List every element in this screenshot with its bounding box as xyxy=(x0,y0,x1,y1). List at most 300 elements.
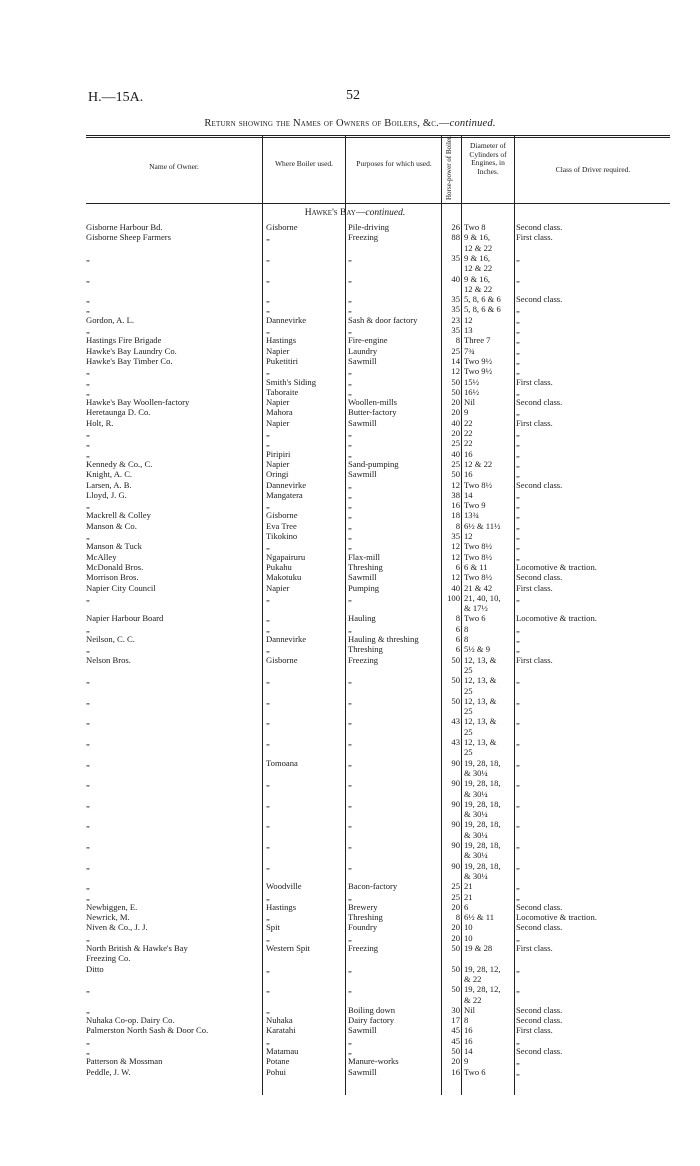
cylinders-cell: 25 xyxy=(464,706,473,717)
section-suffix: continued. xyxy=(365,208,406,218)
where-cell: „ xyxy=(266,860,270,871)
horsepower-cell: 88 xyxy=(451,232,460,243)
driver-class-cell: „ xyxy=(516,881,520,892)
purpose-cell: „ xyxy=(348,541,352,552)
cylinders-cell: 12 & 22 xyxy=(464,283,493,294)
cylinders-cell: Two 8 xyxy=(464,222,486,232)
owner-cell: Gisborne Harbour Bd. xyxy=(86,222,163,232)
cylinders-cell: Nil xyxy=(464,397,475,408)
horsepower-cell: 35 xyxy=(451,304,460,315)
purpose-cell: „ xyxy=(348,366,352,377)
cylinders-cell: Two 8½ xyxy=(464,551,493,562)
driver-class-cell: Second class. xyxy=(516,1004,563,1015)
purpose-cell: Threshing xyxy=(348,644,383,655)
cylinders-cell: Two 8½ xyxy=(464,541,493,552)
cylinders-cell: 10 xyxy=(464,932,473,943)
horsepower-cell: 43 xyxy=(451,737,460,747)
owner-cell: „ xyxy=(86,716,90,727)
owner-cell: Knight, A. C. xyxy=(86,469,133,480)
owner-cell: „ xyxy=(86,819,90,830)
driver-class-cell: „ xyxy=(516,1056,520,1067)
driver-class-cell: „ xyxy=(516,634,520,644)
cylinders-cell: 22 xyxy=(464,428,473,438)
cylinders-cell: 10 xyxy=(464,922,473,933)
where-cell: Napier xyxy=(266,582,290,593)
where-cell: Hastings xyxy=(266,335,297,346)
cylinders-cell: 19 & 28 xyxy=(464,943,493,953)
purpose-cell: Sash & door factory xyxy=(348,314,418,325)
owner-cell: „ xyxy=(86,500,90,511)
driver-class-cell: „ xyxy=(516,407,520,418)
purpose-cell: Hauling xyxy=(348,613,376,624)
where-cell: „ xyxy=(266,294,270,305)
owner-cell: „ xyxy=(86,376,90,387)
cylinders-cell: Two 6 xyxy=(464,1066,486,1077)
table-row xyxy=(86,1067,686,1078)
horsepower-cell: 20 xyxy=(451,1056,460,1067)
cylinders-cell: 12, 13, & xyxy=(464,675,497,686)
purpose-cell: „ xyxy=(348,294,352,305)
where-cell: „ xyxy=(266,819,270,830)
where-cell: Smith's Siding xyxy=(266,376,317,387)
driver-class-cell: „ xyxy=(516,984,520,995)
purpose-cell: „ xyxy=(348,520,352,531)
purpose-cell: Threshing xyxy=(348,561,383,572)
cylinders-cell: 6½ & 11½ xyxy=(464,520,501,531)
driver-class-cell: „ xyxy=(516,458,520,469)
cylinders-cell: 9 & 16, xyxy=(464,252,491,263)
purpose-cell: „ xyxy=(348,840,352,850)
where-cell: „ xyxy=(266,932,270,943)
horsepower-cell: 50 xyxy=(451,376,460,387)
cylinders-cell: 21 xyxy=(464,881,473,892)
where-cell: Pohui xyxy=(266,1066,287,1077)
driver-class-cell: „ xyxy=(516,469,520,480)
cylinders-cell: Two 9½ xyxy=(464,355,493,366)
owner-cell: „ xyxy=(86,695,90,706)
cylinders-cell: & 30¼ xyxy=(464,829,488,840)
purpose-cell: „ xyxy=(348,531,352,541)
where-cell: „ xyxy=(266,273,270,284)
driver-class-cell: „ xyxy=(516,273,520,284)
driver-class-cell: „ xyxy=(516,963,520,974)
horsepower-cell: 50 xyxy=(451,654,460,665)
cylinders-cell: Three 7 xyxy=(464,335,491,346)
cylinders-cell: 19, 28, 18, xyxy=(464,819,501,830)
horsepower-cell: 6 xyxy=(455,634,460,644)
horsepower-cell: 90 xyxy=(451,757,460,768)
driver-class-cell: Second class. xyxy=(516,572,563,583)
purpose-cell: „ xyxy=(348,448,352,459)
column-header-owner: Name of Owner. xyxy=(149,162,199,171)
purpose-cell: „ xyxy=(348,252,352,263)
driver-class-cell: „ xyxy=(516,716,520,727)
horsepower-cell: 43 xyxy=(451,716,460,727)
driver-class-cell: Locomotive & traction. xyxy=(516,561,597,572)
column-header-class: Class of Driver required. xyxy=(555,165,631,174)
cylinders-cell: 19, 28, 18, xyxy=(464,778,501,789)
owner-cell: „ xyxy=(86,252,90,263)
purpose-cell: „ xyxy=(348,623,352,634)
cylinders-cell: & 30¼ xyxy=(464,850,488,861)
purpose-cell: „ xyxy=(348,438,352,449)
horsepower-cell: 12 xyxy=(451,366,460,377)
driver-class-cell: „ xyxy=(516,778,520,789)
driver-class-cell: „ xyxy=(516,623,520,634)
driver-class-cell: „ xyxy=(516,644,520,655)
purpose-cell: „ xyxy=(348,1035,352,1046)
cylinders-cell: 8 xyxy=(464,623,469,634)
owner-cell: „ xyxy=(86,778,90,789)
cylinders-cell: 21 xyxy=(464,891,473,902)
driver-class-cell: „ xyxy=(516,891,520,902)
horsepower-cell: 38 xyxy=(451,489,460,500)
owner-cell: „ xyxy=(86,294,90,305)
section-prefix: Hawke's Bay— xyxy=(304,208,366,218)
cylinders-cell: 13¾ xyxy=(464,510,480,521)
purpose-cell: „ xyxy=(348,592,352,603)
cylinders-cell: Nil xyxy=(464,1004,475,1015)
purpose-cell: „ xyxy=(348,479,352,490)
horsepower-cell: 50 xyxy=(451,943,460,953)
page-number: 52 xyxy=(346,88,360,103)
owner-cell: „ xyxy=(86,675,90,686)
driver-class-cell: „ xyxy=(516,314,520,325)
driver-class-cell: „ xyxy=(516,428,520,438)
where-cell: „ xyxy=(266,737,270,747)
cylinders-cell: Two 9 xyxy=(464,500,486,511)
owner-cell: Gordon, A. L. xyxy=(86,314,134,325)
horsepower-cell: 18 xyxy=(451,510,460,521)
owner-cell: „ xyxy=(86,891,90,902)
owner-cell: Kennedy & Co., C. xyxy=(86,458,153,469)
where-cell: „ xyxy=(266,798,270,809)
where-cell: Tikokino xyxy=(266,531,298,541)
where-cell: Tomoana xyxy=(266,757,298,768)
where-cell: Oringi xyxy=(266,469,289,480)
owner-cell: Larsen, A. B. xyxy=(86,479,132,490)
driver-class-cell: „ xyxy=(516,1066,520,1077)
driver-class-cell: „ xyxy=(516,438,520,449)
cylinders-cell: & 30¼ xyxy=(464,788,488,799)
owner-cell: Peddle, J. W. xyxy=(86,1066,131,1077)
purpose-cell: „ xyxy=(348,963,352,974)
purpose-cell: „ xyxy=(348,716,352,727)
cylinders-cell: 6½ & 11 xyxy=(464,912,494,923)
purpose-cell: „ xyxy=(348,386,352,397)
where-cell: „ xyxy=(266,1035,270,1046)
where-cell: „ xyxy=(266,644,270,655)
horsepower-cell: 12 xyxy=(451,479,460,490)
column-header-cylinders: Diameter of Cylinders of Engines, in Inches. xyxy=(469,141,507,176)
owner-cell: Napier Harbour Board xyxy=(86,613,164,624)
cylinders-cell: 16½ xyxy=(464,386,480,397)
where-cell: Matamau xyxy=(266,1046,299,1056)
horsepower-cell: 8 xyxy=(455,335,460,346)
where-cell: „ xyxy=(266,984,270,995)
where-cell: „ xyxy=(266,541,270,552)
horsepower-cell: 50 xyxy=(451,984,460,995)
driver-class-cell: First class. xyxy=(516,582,553,593)
cylinders-cell: 21 & 42 xyxy=(464,582,493,593)
cylinders-cell: 19, 28, 12, xyxy=(464,984,501,995)
purpose-cell: Freezing xyxy=(348,654,379,665)
where-cell: Gisborne xyxy=(266,222,298,232)
purpose-cell: Sawmill xyxy=(348,355,377,366)
owner-cell: „ xyxy=(86,881,90,892)
driver-class-cell: „ xyxy=(516,366,520,377)
horsepower-cell: 30 xyxy=(451,1004,460,1015)
driver-class-cell: Second class. xyxy=(516,294,563,305)
purpose-cell: „ xyxy=(348,798,352,809)
where-cell: „ xyxy=(266,695,270,706)
purpose-cell: „ xyxy=(348,510,352,521)
where-cell: Napier xyxy=(266,458,290,469)
horsepower-cell: 25 xyxy=(451,881,460,892)
owner-cell: „ xyxy=(86,366,90,377)
driver-class-cell: Locomotive & traction. xyxy=(516,613,597,624)
purpose-cell: Bacon-factory xyxy=(348,881,398,892)
cylinders-cell: 25 xyxy=(464,747,473,758)
where-cell: „ xyxy=(266,613,270,624)
driver-class-cell: „ xyxy=(516,448,520,459)
where-cell: Ngapairuru xyxy=(266,551,306,562)
owner-cell: „ xyxy=(86,737,90,747)
where-cell: „ xyxy=(266,252,270,263)
cylinders-cell: 12, 13, & xyxy=(464,654,497,665)
driver-class-cell: „ xyxy=(516,541,520,552)
owner-cell: Manson & Co. xyxy=(86,520,137,531)
purpose-cell: „ xyxy=(348,737,352,747)
purpose-cell: Freezing xyxy=(348,232,379,243)
purpose-cell: Manure-works xyxy=(348,1056,399,1067)
cylinders-cell: 19, 28, 18, xyxy=(464,757,501,768)
where-cell: Piripiri xyxy=(266,448,291,459)
title-suffix: continued. xyxy=(449,118,496,129)
purpose-cell: „ xyxy=(348,932,352,943)
where-cell: „ xyxy=(266,428,270,438)
owner-cell: „ xyxy=(86,438,90,449)
owner-cell: Hawke's Bay Woollen-factory xyxy=(86,397,190,408)
driver-class-cell: „ xyxy=(516,355,520,366)
where-cell: „ xyxy=(266,963,270,974)
owner-cell: Ditto xyxy=(86,963,104,974)
purpose-cell: „ xyxy=(348,891,352,902)
horsepower-cell: 45 xyxy=(451,1025,460,1036)
owner-cell: Heretaunga D. Co. xyxy=(86,407,151,418)
where-cell: Dannevirke xyxy=(266,634,307,644)
driver-class-cell: „ xyxy=(516,551,520,562)
where-cell: Puketitiri xyxy=(266,355,298,366)
horsepower-cell: 90 xyxy=(451,819,460,830)
horsepower-cell: 8 xyxy=(455,613,460,624)
horsepower-cell: 50 xyxy=(451,695,460,706)
owner-cell: „ xyxy=(86,273,90,284)
where-cell: Makotuku xyxy=(266,572,302,583)
owner-cell: „ xyxy=(86,386,90,397)
cylinders-cell: & 30¼ xyxy=(464,870,488,881)
horsepower-cell: 50 xyxy=(451,963,460,974)
driver-class-cell: „ xyxy=(516,695,520,706)
purpose-cell: „ xyxy=(348,757,352,768)
cylinders-cell: 19, 28, 18, xyxy=(464,840,501,850)
horsepower-cell: 90 xyxy=(451,798,460,809)
table-top-rule xyxy=(86,135,670,136)
cylinders-cell: 14 xyxy=(464,1046,473,1056)
driver-class-cell: „ xyxy=(516,531,520,541)
horsepower-cell: 20 xyxy=(451,932,460,943)
owner-cell: Newbiggen, E. xyxy=(86,901,138,912)
owner-cell: „ xyxy=(86,304,90,315)
where-cell: Woodville xyxy=(266,881,302,892)
horsepower-cell: 23 xyxy=(451,314,460,325)
horsepower-cell: 100 xyxy=(447,592,460,603)
horsepower-cell: 40 xyxy=(451,448,460,459)
cylinders-cell: & 22 xyxy=(464,994,482,1005)
page-title xyxy=(0,118,700,129)
purpose-cell: „ xyxy=(348,695,352,706)
where-cell: Taboraite xyxy=(266,386,299,397)
purpose-cell: Boiling down xyxy=(348,1004,396,1015)
cylinders-cell: 9 xyxy=(464,407,469,418)
purpose-cell: Sawmill xyxy=(348,1066,377,1077)
owner-cell: „ xyxy=(86,1004,90,1015)
horsepower-cell: 45 xyxy=(451,1035,460,1046)
where-cell: „ xyxy=(266,675,270,686)
driver-class-cell: Second class. xyxy=(516,1015,563,1026)
cylinders-cell: 21, 40, 10, xyxy=(464,592,501,603)
owner-cell: „ xyxy=(86,1035,90,1046)
driver-class-cell: Second class. xyxy=(516,479,563,490)
purpose-cell: „ xyxy=(348,860,352,871)
where-cell: „ xyxy=(266,623,270,634)
purpose-cell: Threshing xyxy=(348,912,383,923)
purpose-cell: Woollen-mills xyxy=(348,397,397,408)
horsepower-cell: 25 xyxy=(451,438,460,449)
owner-cell: Lloyd, J. G. xyxy=(86,489,127,500)
where-cell: „ xyxy=(266,366,270,377)
horsepower-cell: 20 xyxy=(451,407,460,418)
table-header-rule xyxy=(86,203,670,204)
owner-cell: North British & Hawke's Bay xyxy=(86,943,188,953)
purpose-cell: „ xyxy=(348,675,352,686)
horsepower-cell: 20 xyxy=(451,428,460,438)
owner-cell: „ xyxy=(86,623,90,634)
cylinders-cell: 19, 28, 18, xyxy=(464,860,501,871)
owner-cell: Gisborne Sheep Farmers xyxy=(86,232,171,243)
owner-cell: „ xyxy=(86,798,90,809)
horsepower-cell: 8 xyxy=(455,912,460,923)
horsepower-cell: 50 xyxy=(451,386,460,397)
cylinders-cell: 8 xyxy=(464,634,469,644)
horsepower-cell: 20 xyxy=(451,397,460,408)
where-cell: Hastings xyxy=(266,901,297,912)
where-cell: Mahora xyxy=(266,407,293,418)
owner-cell: „ xyxy=(86,325,90,335)
owner-cell: „ xyxy=(86,984,90,995)
purpose-cell: „ xyxy=(348,489,352,500)
driver-class-cell: „ xyxy=(516,345,520,356)
cylinders-cell: 16 xyxy=(464,1025,473,1036)
purpose-cell: „ xyxy=(348,500,352,511)
where-cell: „ xyxy=(266,438,270,449)
driver-class-cell: Second class. xyxy=(516,901,563,912)
purpose-cell: Pile-driving xyxy=(348,222,390,232)
horsepower-cell: 12 xyxy=(451,551,460,562)
owner-cell: Nelson Bros. xyxy=(86,654,131,665)
where-cell: Spit xyxy=(266,922,280,933)
cylinders-cell: 16 xyxy=(464,1035,473,1046)
purpose-cell: Dairy factory xyxy=(348,1015,395,1026)
owner-cell: Newrick, M. xyxy=(86,912,130,923)
cylinders-cell: 6 & 11 xyxy=(464,561,488,572)
owner-cell: „ xyxy=(86,757,90,768)
purpose-cell: Butter-factory xyxy=(348,407,397,418)
driver-class-cell: „ xyxy=(516,757,520,768)
owner-cell: „ xyxy=(86,644,90,655)
driver-class-cell: „ xyxy=(516,335,520,346)
purpose-cell: „ xyxy=(348,778,352,789)
owner-cell: Neilson, C. C. xyxy=(86,634,135,644)
where-cell: Napier xyxy=(266,345,290,356)
column-header-where: Where Boiler used. xyxy=(274,159,334,168)
driver-class-cell: „ xyxy=(516,1035,520,1046)
cylinders-cell: 12 & 22 xyxy=(464,242,493,253)
owner-cell: „ xyxy=(86,531,90,541)
driver-class-cell: „ xyxy=(516,500,520,511)
cylinders-cell: 7¾ xyxy=(464,345,475,356)
owner-cell: Hawke's Bay Laundry Co. xyxy=(86,345,177,356)
where-cell: Eva Tree xyxy=(266,520,297,531)
purpose-cell: Sawmill xyxy=(348,572,377,583)
purpose-cell: „ xyxy=(348,273,352,284)
where-cell: Gisborne xyxy=(266,654,298,665)
cylinders-cell: & 22 xyxy=(464,973,482,984)
horsepower-cell: 90 xyxy=(451,840,460,850)
horsepower-cell: 17 xyxy=(451,1015,460,1026)
driver-class-cell: „ xyxy=(516,520,520,531)
owner-cell: „ xyxy=(86,592,90,603)
purpose-cell: Sand-pumping xyxy=(348,458,399,469)
where-cell: Gisborne xyxy=(266,510,298,521)
owner-cell: Holt, R. xyxy=(86,417,114,428)
owner-cell: Patterson & Mossman xyxy=(86,1056,163,1067)
driver-class-cell: First class. xyxy=(516,943,553,953)
cylinders-cell: 8 xyxy=(464,1015,469,1026)
driver-class-cell: „ xyxy=(516,737,520,747)
where-cell: „ xyxy=(266,840,270,850)
cylinders-cell: 16 xyxy=(464,469,473,480)
cylinders-cell: Two 8½ xyxy=(464,572,493,583)
owner-cell: „ xyxy=(86,428,90,438)
horsepower-cell: 35 xyxy=(451,325,460,335)
cylinders-cell: 12, 13, & xyxy=(464,695,497,706)
horsepower-cell: 8 xyxy=(455,520,460,531)
cylinders-cell: 12 & 22 xyxy=(464,263,493,274)
horsepower-cell: 40 xyxy=(451,273,460,284)
owner-cell: McDonald Bros. xyxy=(86,561,144,572)
where-cell: „ xyxy=(266,500,270,511)
cylinders-cell: 9 & 16, xyxy=(464,273,491,284)
page-reference: H.—15A. xyxy=(88,90,144,105)
where-cell: Karatahi xyxy=(266,1025,296,1036)
horsepower-cell: 6 xyxy=(455,644,460,655)
where-cell: Dannevirke xyxy=(266,479,307,490)
driver-class-cell: Second class. xyxy=(516,397,563,408)
driver-class-cell: First class. xyxy=(516,1025,553,1036)
cylinders-cell: 9 & 16, xyxy=(464,232,491,243)
owner-cell: Mackrell & Colley xyxy=(86,510,151,521)
